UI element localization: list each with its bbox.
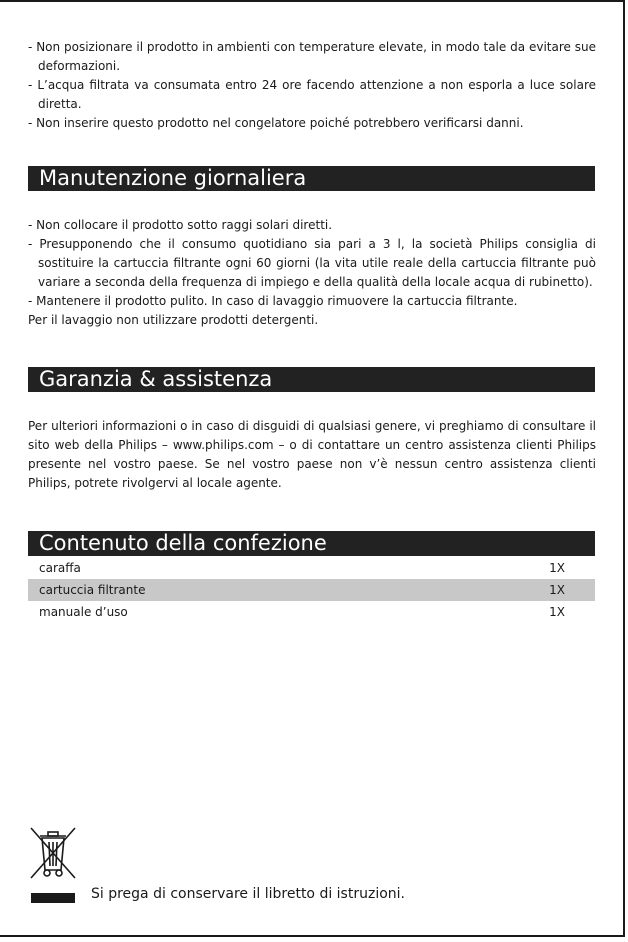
warranty-text: Per ulteriori informazioni o in caso di disguidi di qualsiasi genere, vi preghiamo di consultare il sito web della Philips – www.philips.com – o di contattare un centro assistenza clienti Philips presente nel vostro paese. Se nel vostro paese non v’è nessun centro assistenza clienti Philips, potrete rivolgervi al locale agente. bbox=[28, 419, 596, 490]
section-heading-warranty: Garanzia & assistenza bbox=[28, 367, 595, 392]
maintenance-note: Per il lavaggio non utilizzare prodotti detergenti. bbox=[28, 313, 319, 327]
crossed-out-wheelie-bin-icon bbox=[28, 826, 78, 882]
contents-table bbox=[28, 557, 595, 623]
maintenance-bullet: - Mantenere il prodotto pulito. In caso di lavaggio rimuovere la cartuccia filtrante. bbox=[28, 294, 518, 308]
warranty-section bbox=[28, 417, 596, 493]
table-row bbox=[28, 557, 595, 579]
maintenance-bullet: - Non collocare il prodotto sotto raggi solari diretti. bbox=[28, 218, 333, 232]
item-name: cartuccia filtrante bbox=[39, 583, 146, 597]
maintenance-bullet: - Presupponendo che il consumo quotidiano sia pari a 3 l, la società Philips consiglia di sostituire la cartuccia filtrante ogni 60 giorni (la vita utile reale della cartuccia filtrante può variare a seconda della frequenza di impiego e della qualità della locale acqua di rubinetto). bbox=[28, 237, 596, 289]
section-heading-maintenance: Manutenzione giornaliera bbox=[28, 166, 595, 191]
intro-bullet: - Non inserire questo prodotto nel congelatore poiché potrebbero verificarsi danni. bbox=[28, 116, 524, 130]
table-row bbox=[28, 601, 595, 623]
section-heading-contents: Contenuto della confezione bbox=[28, 531, 595, 556]
item-name: caraffa bbox=[39, 561, 81, 575]
table-row bbox=[28, 579, 595, 601]
intro-bullet: - Non posizionare il prodotto in ambienti con temperature elevate, in modo tale da evitare sue deformazioni. bbox=[28, 40, 596, 73]
item-qty: 1X bbox=[549, 561, 565, 575]
intro-bullet: - L’acqua filtrata va consumata entro 24 ore facendo attenzione a non esporla a luce solare diretta. bbox=[28, 78, 596, 111]
maintenance-section bbox=[28, 216, 596, 330]
item-name: manuale d’uso bbox=[39, 605, 128, 619]
footer-note: Si prega di conservare il libretto di istruzioni. bbox=[91, 886, 405, 902]
item-qty: 1X bbox=[549, 583, 565, 597]
intro-section bbox=[28, 38, 596, 133]
item-qty: 1X bbox=[549, 605, 565, 619]
weee-underline-bar bbox=[31, 893, 75, 903]
